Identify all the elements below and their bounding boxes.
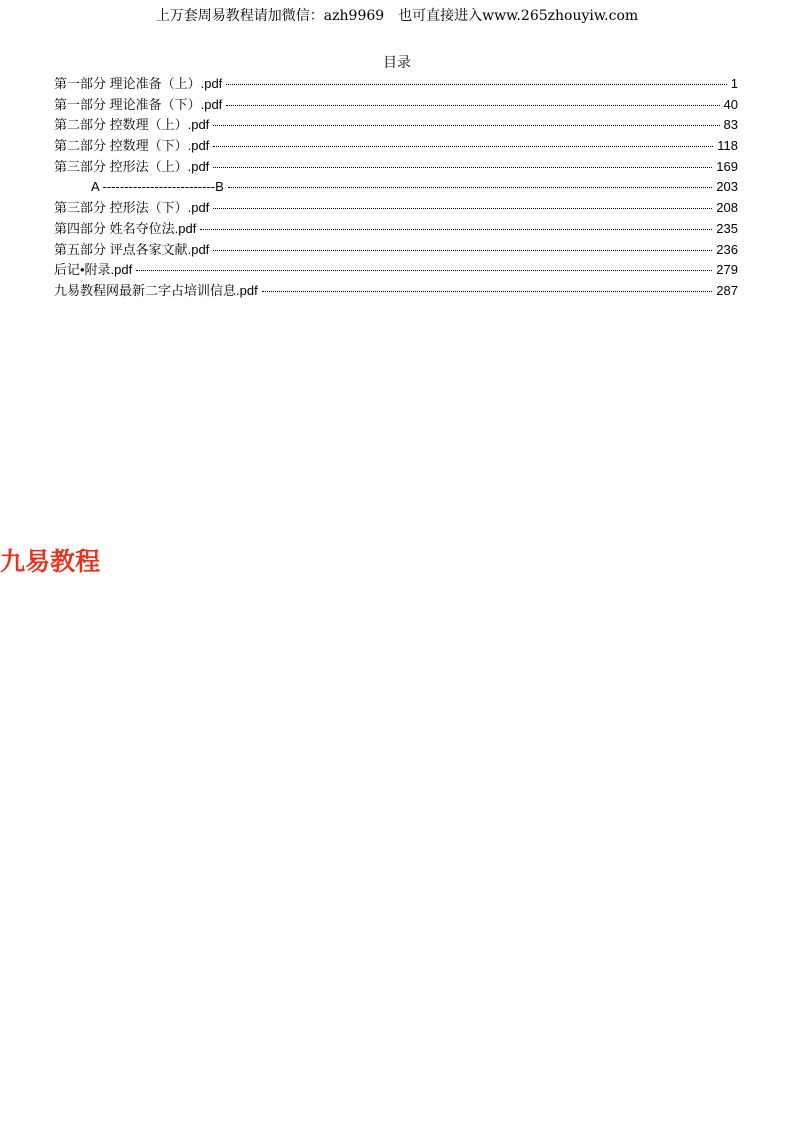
toc-entry[interactable] <box>54 219 738 240</box>
toc-dot-leader <box>226 84 726 85</box>
toc-entry[interactable] <box>54 157 738 178</box>
toc-entry-label: 第三部分 控形法（下）.pdf <box>54 200 210 216</box>
toc-entry-page: 118 <box>717 138 738 154</box>
toc-entry-page: 235 <box>716 220 738 236</box>
toc-entry-label: 九易教程网最新二字占培训信息.pdf <box>54 282 258 298</box>
page-header-banner: 上万套周易教程请加微信：azh9969 也可直接进入www.265zhouyiw.com <box>155 8 639 24</box>
toc-entry-label: 第四部分 姓名夺位法.pdf <box>54 220 197 236</box>
toc-title: 目录 <box>383 55 411 71</box>
toc-entry-label: 第二部分 控数理（上）.pdf <box>54 117 210 133</box>
toc-entry-page: 279 <box>716 262 738 278</box>
toc-dot-leader <box>213 146 713 147</box>
toc-dot-leader <box>228 187 713 188</box>
toc-entry-label: 后记•附录.pdf <box>54 262 133 278</box>
toc-entry-label: 第五部分 评点各家文献.pdf <box>54 241 210 257</box>
toc-entry-page: 40 <box>723 96 738 112</box>
toc-entry-page: 83 <box>723 117 738 133</box>
toc-entry-label: 第一部分 理论准备（下）.pdf <box>54 96 223 112</box>
toc-entry[interactable] <box>54 95 738 116</box>
toc-dot-leader <box>226 105 719 106</box>
toc-dot-leader <box>213 208 712 209</box>
toc-dot-leader <box>213 125 719 126</box>
toc-dot-leader <box>213 167 712 168</box>
toc-dot-leader <box>213 250 712 251</box>
brand-watermark: 九易教程 <box>0 547 101 576</box>
toc-entry-page: 287 <box>716 282 738 298</box>
toc-entry[interactable] <box>54 74 738 95</box>
toc-entry-subsection[interactable] <box>54 177 738 198</box>
toc-entry[interactable] <box>54 136 738 157</box>
toc-dot-leader <box>262 291 713 292</box>
toc-dot-leader <box>200 229 712 230</box>
toc-entry[interactable] <box>54 240 738 261</box>
toc-entry[interactable] <box>54 198 738 219</box>
toc-entry-page: 1 <box>730 76 738 91</box>
toc-entry[interactable] <box>54 115 738 136</box>
toc-entry-label: 第一部分 理论准备（上）.pdf <box>54 76 223 91</box>
toc-entry-page: 208 <box>716 200 738 216</box>
toc-entry-page: 236 <box>716 241 738 257</box>
toc-dot-leader <box>136 270 712 271</box>
table-of-contents <box>54 74 738 302</box>
toc-entry-page: 203 <box>716 179 738 195</box>
toc-entry[interactable] <box>54 281 738 302</box>
toc-entry-label: 第二部分 控数理（下）.pdf <box>54 138 210 154</box>
toc-entry-page: 169 <box>716 158 738 174</box>
toc-entry-label: 第三部分 控形法（上）.pdf <box>54 158 210 174</box>
toc-entry-label: A --------------------------B <box>91 179 224 195</box>
toc-entry[interactable] <box>54 260 738 281</box>
